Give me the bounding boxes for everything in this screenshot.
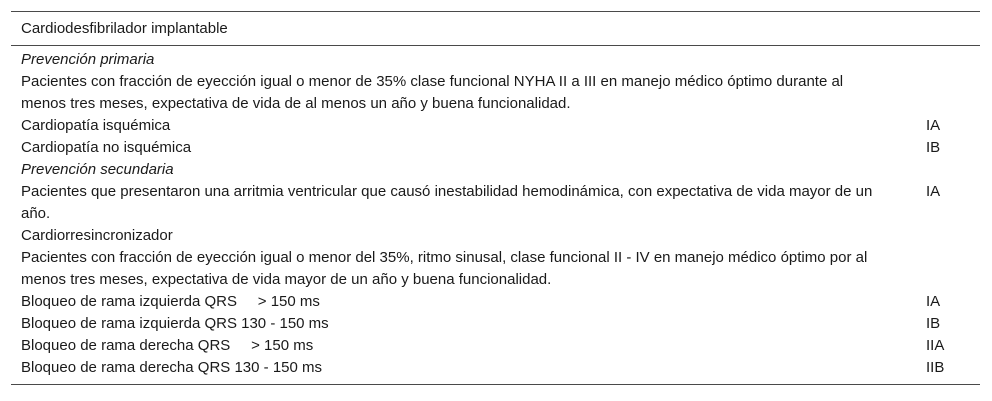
table-header-row bbox=[11, 12, 980, 46]
evidence-level bbox=[915, 71, 980, 115]
row-text: Bloqueo de rama izquierda QRS > 150 ms bbox=[21, 293, 320, 310]
section-heading-primary-prevention: Prevención primaria bbox=[21, 51, 155, 68]
evidence-level: IA bbox=[926, 117, 941, 134]
row-description: Pacientes con fracción de eyección igual o menor de 35% clase funcional NYHA II a III en manejo médico óptimo durante al menos tres meses, expectativa de vida de al menos un año y buena funcionalidad. bbox=[21, 73, 844, 112]
table-row bbox=[11, 291, 980, 313]
recommendations-table-container bbox=[11, 11, 980, 385]
table-row bbox=[11, 357, 980, 385]
evidence-level: IA bbox=[926, 293, 941, 310]
table-row bbox=[11, 335, 980, 357]
table-row bbox=[11, 247, 980, 291]
evidence-level: IB bbox=[926, 315, 941, 332]
row-description: Pacientes que presentaron una arritmia ventricular que causó inestabilidad hemodinámica, con expectativa de vida mayor de un año. bbox=[21, 183, 873, 222]
table-row bbox=[11, 115, 980, 137]
recommendations-table bbox=[11, 11, 980, 385]
row-description: Pacientes con fracción de eyección igual o menor del 35%, ritmo sinusal, clase funcional II - IV en manejo médico óptimo por al menos tres meses, expectativa de vida mayor de un año y buena funcionalidad. bbox=[21, 249, 868, 288]
table-row bbox=[11, 313, 980, 335]
evidence-level: IA bbox=[926, 183, 941, 200]
evidence-level: IB bbox=[926, 139, 941, 156]
evidence-level bbox=[915, 247, 980, 291]
table-row bbox=[11, 181, 980, 225]
evidence-level bbox=[915, 225, 980, 247]
row-text: Cardiopatía no isquémica bbox=[21, 139, 192, 156]
row-text: Bloqueo de rama izquierda QRS 130 - 150 ms bbox=[21, 315, 329, 332]
section-heading-resynchronizer: Cardiorresincronizador bbox=[21, 227, 173, 244]
table-header: Cardiodesfibrilador implantable bbox=[11, 12, 980, 46]
evidence-level bbox=[915, 46, 980, 72]
row-text bbox=[11, 181, 915, 225]
table-row bbox=[11, 46, 980, 72]
evidence-level: IIA bbox=[926, 337, 945, 354]
row-text: Bloqueo de rama derecha QRS > 150 ms bbox=[21, 337, 314, 354]
table-row bbox=[11, 225, 980, 247]
row-text: Bloqueo de rama derecha QRS 130 - 150 ms bbox=[11, 357, 915, 385]
table-row bbox=[11, 137, 980, 159]
evidence-level: IIB bbox=[915, 357, 980, 385]
section-heading-secondary-prevention: Prevención secundaria bbox=[21, 161, 174, 178]
table-row bbox=[11, 159, 980, 181]
row-text bbox=[11, 71, 915, 115]
table-row bbox=[11, 71, 980, 115]
row-text bbox=[11, 247, 915, 291]
row-text: Cardiopatía isquémica bbox=[21, 117, 171, 134]
evidence-level bbox=[915, 159, 980, 181]
